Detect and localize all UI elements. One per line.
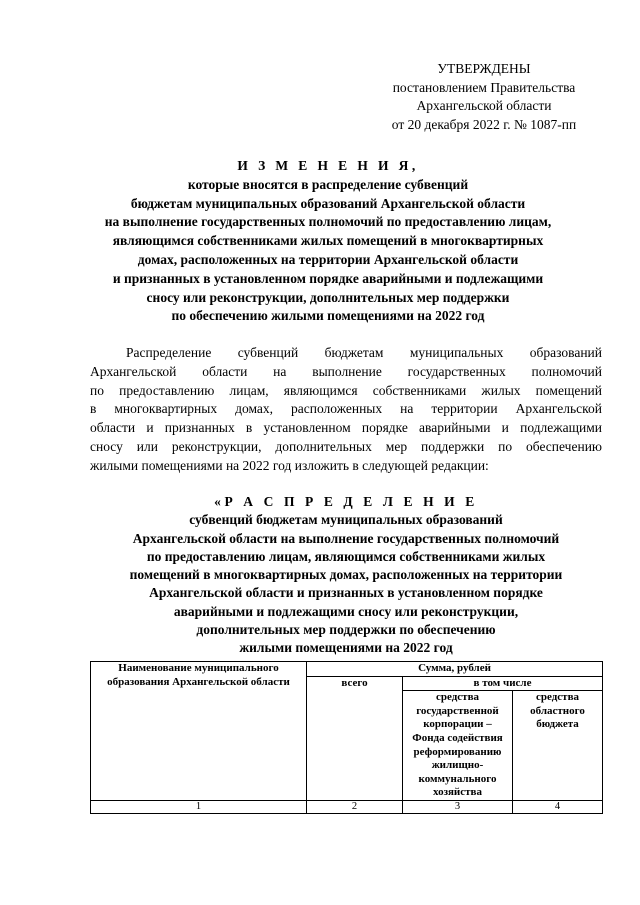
approval-line: Архангельской области — [416, 98, 552, 113]
table-number-row — [91, 800, 603, 813]
distribution-heading: «Р А С П Р Е Д Е Л Е Н И Е — [214, 494, 478, 509]
header-fund-funds: средства государственной корпорации – Фонда содействия реформированию жилищно-коммунального хозяйства — [403, 691, 513, 801]
distribution-title-line: Архангельской области и признанных в установленном порядке — [149, 585, 543, 601]
column-number: 2 — [307, 800, 403, 813]
distribution-title-line: по предоставлению лицам, являющимся собственниками жилых — [146, 548, 546, 564]
changes-title-line: сносу или реконструкции, дополнительных мер поддержки — [146, 289, 510, 305]
intro-line: жилыми помещениями на 2022 год изложить в следующей редакции: — [90, 457, 489, 473]
header-including: в том числе — [403, 676, 603, 691]
changes-title-line: которые вносятся в распределение субвенций — [187, 176, 469, 192]
intro-line: Архангельской области на выполнение государственных полномочий — [90, 363, 602, 379]
approval-line: УТВЕРЖДЕНЫ — [437, 61, 531, 76]
column-number: 4 — [513, 800, 603, 813]
changes-title-line: бюджетам муниципальных образований Архангельской области — [130, 195, 526, 211]
changes-title-line: по обеспечению жилыми помещениями на 2022 год — [171, 308, 485, 324]
changes-heading: И З М Е Н Е Н И Я, — [237, 158, 419, 173]
intro-paragraph — [90, 344, 602, 476]
header-regional-funds: средства областного бюджета — [513, 691, 603, 801]
intro-line: Распределение субвенций бюджетам муниципальных образований — [126, 345, 602, 360]
distribution-table — [90, 661, 603, 814]
distribution-title — [90, 493, 602, 658]
changes-title-line: на выполнение государственных полномочий по предоставлению лицам, — [104, 214, 552, 230]
column-number: 3 — [403, 800, 513, 813]
column-number: 1 — [91, 800, 307, 813]
approval-stamp — [366, 60, 602, 134]
approval-line: от 20 декабря 2022 г. № 1087-пп — [391, 116, 577, 132]
distribution-title-line: жилыми помещениями на 2022 год — [239, 640, 453, 656]
changes-title-line: являющимся собственниками жилых помещений в многоквартирных — [112, 233, 544, 249]
header-municipality: Наименование муниципального образования Архангельской области — [91, 662, 307, 801]
distribution-title-line: Архангельской области на выполнение государственных полномочий — [132, 530, 560, 546]
intro-line: в многоквартирных домах, расположенных на территории Архангельской — [90, 401, 602, 417]
distribution-title-line: помещений в многоквартирных домах, расположенных на территории — [129, 567, 563, 583]
header-sum: Сумма, рублей — [307, 662, 603, 677]
intro-line: сносу или реконструкции, дополнительных мер поддержки по обеспечению — [90, 438, 602, 454]
intro-line: области и признанных в установленном порядке аварийными и подлежащими — [90, 420, 602, 436]
approval-line: постановлением Правительства — [392, 79, 576, 95]
changes-title — [90, 157, 566, 326]
table-header-row — [91, 662, 603, 677]
changes-title-line: и признанных в установленном порядке аварийными и подлежащими — [112, 270, 544, 286]
distribution-title-line: аварийными и подлежащими сносу или реконструкции, — [173, 603, 519, 619]
distribution-title-line: субвенций бюджетам муниципальных образований — [189, 512, 503, 528]
intro-line: по предоставлению лицам, являющимся собственниками жилых помещений — [90, 382, 602, 398]
changes-title-line: домах, расположенных на территории Архангельской области — [137, 251, 519, 267]
distribution-title-line: дополнительных мер поддержки по обеспечению — [196, 622, 496, 638]
header-total: всего — [307, 676, 403, 800]
